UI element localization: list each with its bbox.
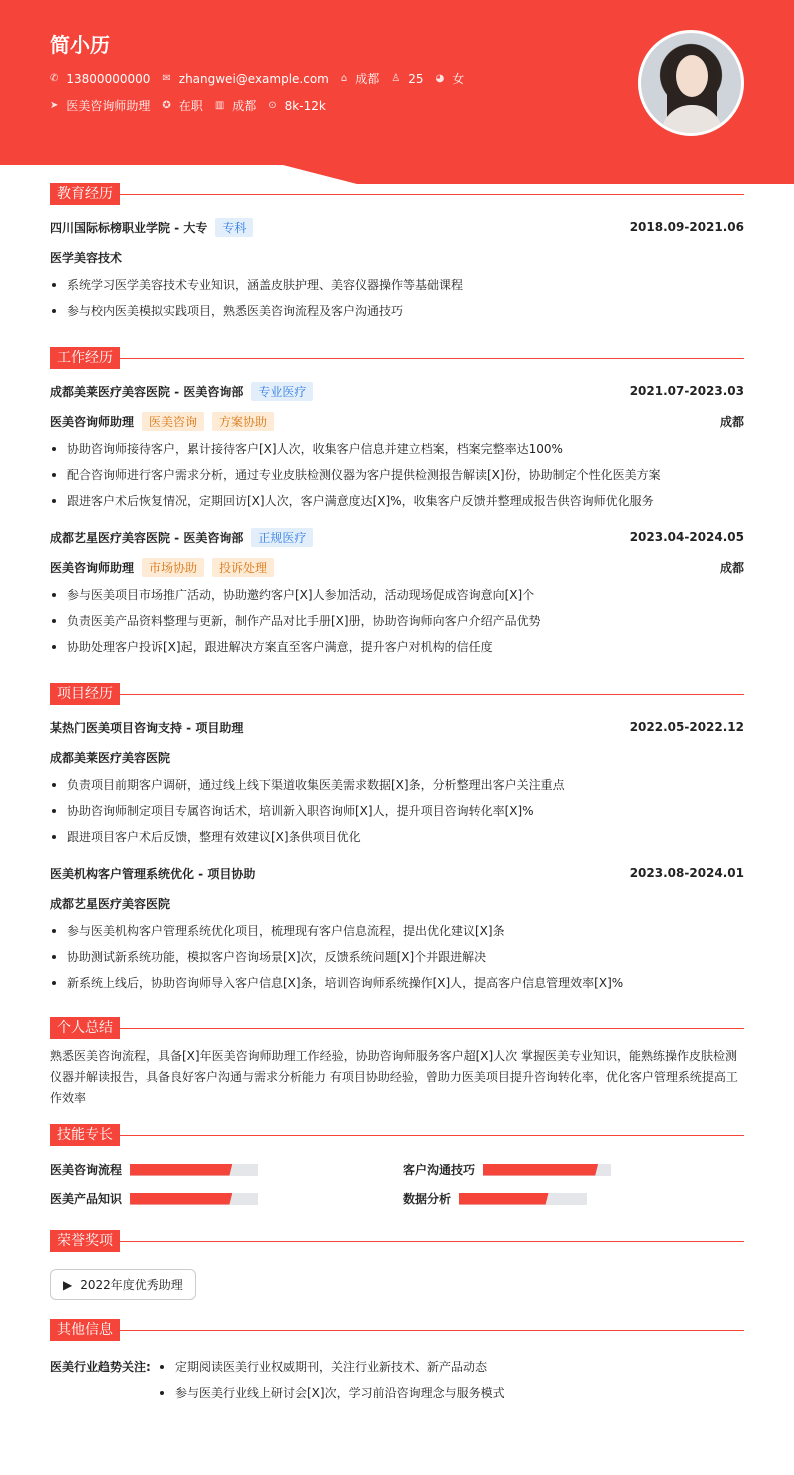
skill-name: 数据分析 (403, 1192, 452, 1206)
avatar (638, 30, 744, 136)
role-tag: 市场协助 (142, 558, 204, 577)
skill-bar-fill (483, 1164, 598, 1176)
section-skills (50, 1123, 744, 1147)
list-item: 协助咨询师制定项目专属咨询话术，培训新入职咨询师[X]人，提升项目咨询转化率[X]% (50, 798, 744, 824)
phone-icon: ✆ (50, 73, 59, 84)
section-title: 荣誉奖项 (50, 1230, 120, 1252)
list-item: 配合咨询师进行客户需求分析，通过专业皮肤检测仪器为客户提供检测报告解读[X]份，协助制定个性化医美方案 (50, 462, 744, 488)
project-item (50, 858, 744, 888)
skill-item (50, 1161, 403, 1178)
section-title: 项目经历 (50, 683, 120, 705)
home-icon: ⌂ (340, 73, 348, 84)
skill-item (403, 1161, 744, 1178)
skill-name: 医美产品知识 (50, 1192, 123, 1206)
caret-right-icon: ▶ (63, 1277, 73, 1292)
skill-bar (483, 1164, 611, 1176)
list-item: 协助咨询师接待客户，累计接待客户[X]人次，收集客户信息并建立档案，档案完整率达100% (50, 436, 744, 462)
list-item: 协助测试新系统功能，模拟客户咨询场景[X]次，反馈系统问题[X]个并跟进解决 (50, 944, 744, 970)
list-item: 跟进项目客户术后反馈，整理有效建议[X]条供项目优化 (50, 824, 744, 850)
section-other (50, 1318, 744, 1342)
list-item: 参与医美机构客户管理系统优化项目，梳理现有客户信息流程，提出优化建议[X]条 (50, 918, 744, 944)
skill-bar-fill (130, 1164, 232, 1176)
section-education (50, 182, 744, 206)
school: 四川国际标榜职业学院 - 大专 (50, 220, 208, 235)
role-tag: 医美咨询 (142, 412, 204, 431)
job-status: 在职 (178, 99, 203, 113)
project-org: 成都美莱医疗美容医院 (50, 750, 171, 765)
city: 成都 (719, 560, 744, 575)
phone: 13800000000 (66, 71, 151, 86)
job-intent-row (50, 97, 326, 114)
location: 成都 (355, 72, 380, 86)
building-icon: ▥ (214, 100, 225, 111)
section-summary (50, 1016, 744, 1040)
section-title: 个人总结 (50, 1017, 120, 1039)
summary-text: 熟悉医美咨询流程，具备[X]年医美咨询师助理工作经验，协助咨询师服务客户超[X]人次 掌握医美专业知识，能熟练操作皮肤检测仪器并解读报告，具备良好客户沟通与需求分析能力 有项目协助经验，曾助力医美项目提升咨询转化率，优化客户管理系统提高工作效率 (50, 1049, 738, 1105)
project-item (50, 712, 744, 742)
salary-icon: ⊙ (268, 100, 277, 111)
award-label: 2022年度优秀助理 (80, 1278, 183, 1292)
skill-item (50, 1190, 403, 1207)
contact-row (50, 70, 464, 87)
company: 成都美莱医疗美容医院 - 医美咨询部 (50, 384, 244, 399)
list-item: 协助处理客户投诉[X]起，跟进解决方案直至客户满意，提升客户对机构的信任度 (50, 634, 744, 660)
cake-icon: ♙ (391, 73, 401, 84)
list-item: 参与医美行业线上研讨会[X]次，学习前沿咨询理念与服务模式 (158, 1380, 505, 1406)
major: 医学美容技术 (50, 250, 123, 265)
company-tag: 正规医疗 (251, 528, 313, 547)
send-icon: ➤ (50, 100, 59, 111)
date: 2021.07-2023.03 (629, 384, 744, 398)
gender-icon: ◕ (435, 73, 445, 84)
date: 2022.05-2022.12 (629, 720, 744, 734)
skill-bar-fill (459, 1193, 549, 1205)
award-item[interactable] (50, 1269, 196, 1300)
section-title: 教育经历 (50, 183, 120, 205)
degree-tag: 专科 (215, 218, 253, 237)
candidate-name: 简小历 (50, 33, 110, 57)
target-city: 成都 (232, 99, 257, 113)
role: 医美咨询师助理 (50, 414, 135, 429)
skill-bar (459, 1193, 587, 1205)
skill-name: 客户沟通技巧 (403, 1163, 476, 1177)
work-item (50, 376, 744, 406)
role-tag: 投诉处理 (212, 558, 274, 577)
skill-item (403, 1190, 744, 1207)
section-work (50, 346, 744, 370)
company: 成都艺星医疗美容医院 - 医美咨询部 (50, 530, 244, 545)
skill-bar (130, 1164, 258, 1176)
education-item (50, 212, 744, 242)
role-tag: 方案协助 (212, 412, 274, 431)
list-item: 新系统上线后，协助咨询师导入客户信息[X]条，培训咨询师系统操作[X]人，提高客户信息管理效率[X]% (50, 970, 744, 996)
project-name: 医美机构客户管理系统优化 - 项目协助 (50, 866, 256, 881)
work-item (50, 522, 744, 552)
mail-icon: ✉ (162, 73, 171, 84)
role: 医美咨询师助理 (50, 560, 135, 575)
list-item: 系统学习医学美容技术专业知识，涵盖皮肤护理、美容仪器操作等基础课程 (50, 272, 744, 298)
list-item: 负责医美产品资料整理与更新，制作产品对比手册[X]册，协助咨询师向客户介绍产品优势 (50, 608, 744, 634)
company-tag: 专业医疗 (251, 382, 313, 401)
project-org: 成都艺星医疗美容医院 (50, 896, 171, 911)
date: 2023.08-2024.01 (629, 866, 744, 880)
email: zhangwei@example.com (178, 71, 329, 86)
date: 2023.04-2024.05 (629, 530, 744, 544)
list-item: 定期阅读医美行业权威期刊，关注行业新技术、新产品动态 (158, 1354, 505, 1380)
city: 成都 (719, 414, 744, 429)
list-item: 参与医美项目市场推广活动，协助邀约客户[X]人参加活动，活动现场促成咨询意向[X]个 (50, 582, 744, 608)
skill-bar (130, 1193, 258, 1205)
date: 2018.09-2021.06 (629, 220, 744, 234)
section-title: 技能专长 (50, 1124, 120, 1146)
other-label: 医美行业趋势关注: (50, 1360, 151, 1374)
job-target: 医美咨询师助理 (66, 99, 151, 113)
gender: 女 (452, 72, 465, 86)
status-icon: ✪ (162, 100, 171, 111)
section-title: 工作经历 (50, 347, 120, 369)
section-projects (50, 682, 744, 706)
list-item: 跟进客户术后恢复情况，定期回访[X]人次，客户满意度达[X]%，收集客户反馈并整理成报告供咨询师优化服务 (50, 488, 744, 514)
skill-bar-fill (130, 1193, 232, 1205)
list-item: 参与校内医美模拟实践项目，熟悉医美咨询流程及客户沟通技巧 (50, 298, 744, 324)
project-name: 某热门医美项目咨询支持 - 项目助理 (50, 720, 244, 735)
skill-name: 医美咨询流程 (50, 1163, 123, 1177)
age: 25 (408, 71, 424, 86)
section-awards (50, 1229, 744, 1253)
salary: 8k-12k (284, 98, 326, 113)
list-item: 负责项目前期客户调研，通过线上线下渠道收集医美需求数据[X]条，分析整理出客户关注重点 (50, 772, 744, 798)
section-title: 其他信息 (50, 1319, 120, 1341)
